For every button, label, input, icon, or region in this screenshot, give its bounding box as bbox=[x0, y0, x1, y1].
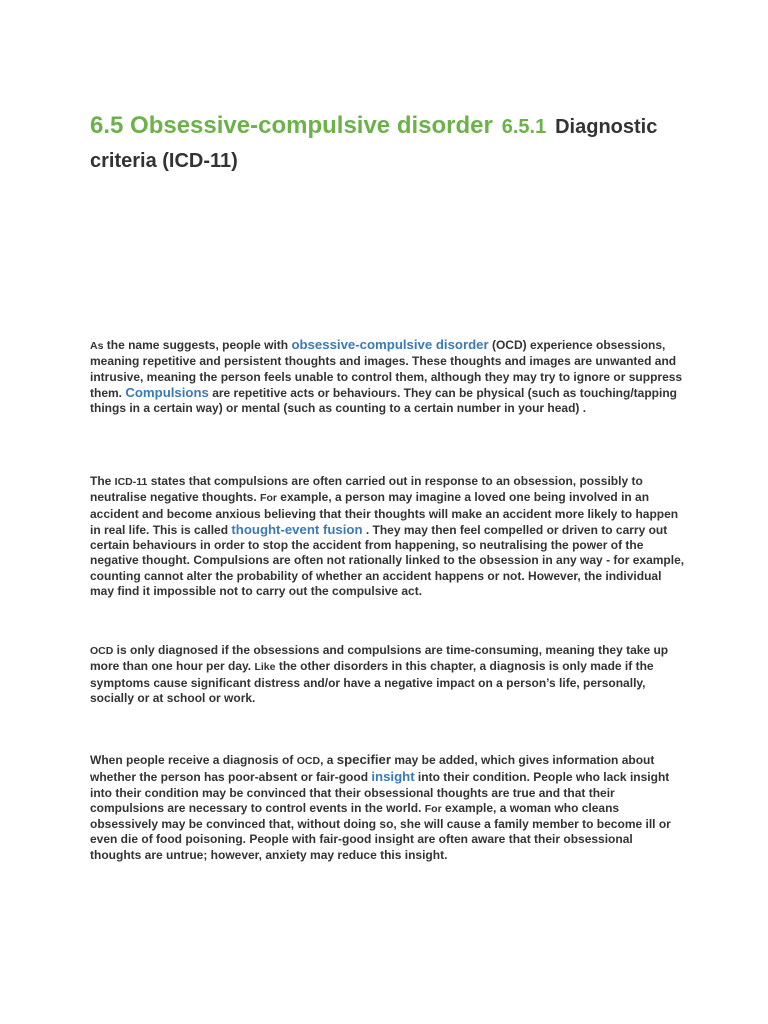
paragraph-text: into their condition. People who lack insight into their condition may be convinced that their obsessional thoughts are true and that their compulsions are necessary to control events in the world. bbox=[90, 770, 670, 815]
subsection-title: Diagnostic criteria (ICD-11) bbox=[90, 116, 658, 172]
paragraph-text: . They may then feel compelled or driven to carry out certain behaviours in order to stop the accident from happening, so neutralising the power of the negative thought. Compulsions are often not rationally linked to the obsession in any way - for example, counting cannot alter the probability of whether an accident happens or not. However, the individual may find it impossible not to carry out the compulsive act. bbox=[90, 522, 685, 599]
paragraph-icd11-compulsions bbox=[90, 474, 686, 599]
paragraph-text: For bbox=[260, 492, 277, 505]
paragraph-ocd-diagnosis bbox=[90, 643, 686, 706]
link-insight[interactable]: insight bbox=[371, 769, 415, 785]
paragraph-text: The bbox=[90, 474, 115, 488]
term-specifier: specifier bbox=[336, 752, 391, 767]
paragraph-text: the name suggests, people with bbox=[103, 338, 292, 352]
paragraph-ocd-intro bbox=[90, 337, 686, 416]
paragraph-text: When people receive a diagnosis of bbox=[90, 753, 297, 767]
paragraph-text: the other disorders in this chapter, a diagnosis is only made if the symptoms cause significant distress and/or have a negative impact on a person’s life, personally, socially or at school or work. bbox=[90, 659, 654, 705]
subsection-number: 6.5.1 bbox=[501, 116, 547, 138]
paragraph-text: example, a person may imagine a loved one being involved in an accident and become anxious believing that their thoughts will make an accident more likely to happen in real life. This is called bbox=[90, 490, 679, 537]
link-thought-event-fusion[interactable]: thought-event fusion bbox=[231, 521, 363, 537]
paragraph-lead: As bbox=[90, 340, 104, 352]
paragraph-text: is only diagnosed if the obsessions and compulsions are time-consuming, meaning they take up more than one hour per day. bbox=[90, 643, 669, 674]
link-obsessive-compulsive-disorder[interactable]: obsessive-compulsive disorder bbox=[291, 337, 489, 352]
paragraph-text: Like bbox=[254, 661, 276, 674]
section-title: 6.5 Obsessive-compulsive disorder bbox=[90, 112, 493, 139]
paragraph-ocd-insight bbox=[90, 752, 686, 863]
paragraph-text: (OCD) experience obsessions, meaning repetitive and persistent thoughts and images. These thoughts and images are unwanted and intrusive, meaning the person feels unable to control them, although they may try to ignore or suppress them. bbox=[90, 338, 683, 400]
paragraph-text: For bbox=[424, 802, 442, 815]
abbreviation: ICD-11 bbox=[114, 476, 148, 488]
paragraph-text: , a bbox=[320, 753, 337, 767]
link-compulsions[interactable]: Compulsions bbox=[125, 384, 209, 400]
paragraph-text: example, a woman who cleans obsessively may be convinced that, without doing so, she will cause a family member to become ill or even die of food poisoning. People with fair-good insight are often aware that their obsessional thoughts are untrue; however, anxiety may reduce this insight. bbox=[90, 800, 671, 862]
paragraph-text: may be added, which gives information about whether the person has poor-absent or fair-good bbox=[90, 753, 655, 785]
paragraph-text: states that compulsions are often carried out in response to an obsession, possibly to neutralise negative thoughts. bbox=[90, 474, 643, 505]
paragraph-text: are repetitive acts or behaviours. They can be physical (such as touching/tapping things in a certain way) or mental (such as counting to a certain number in your head) . bbox=[90, 385, 678, 416]
abbreviation: OCD bbox=[296, 755, 321, 767]
abbreviation: OCD bbox=[90, 645, 114, 657]
page-title bbox=[90, 108, 690, 176]
